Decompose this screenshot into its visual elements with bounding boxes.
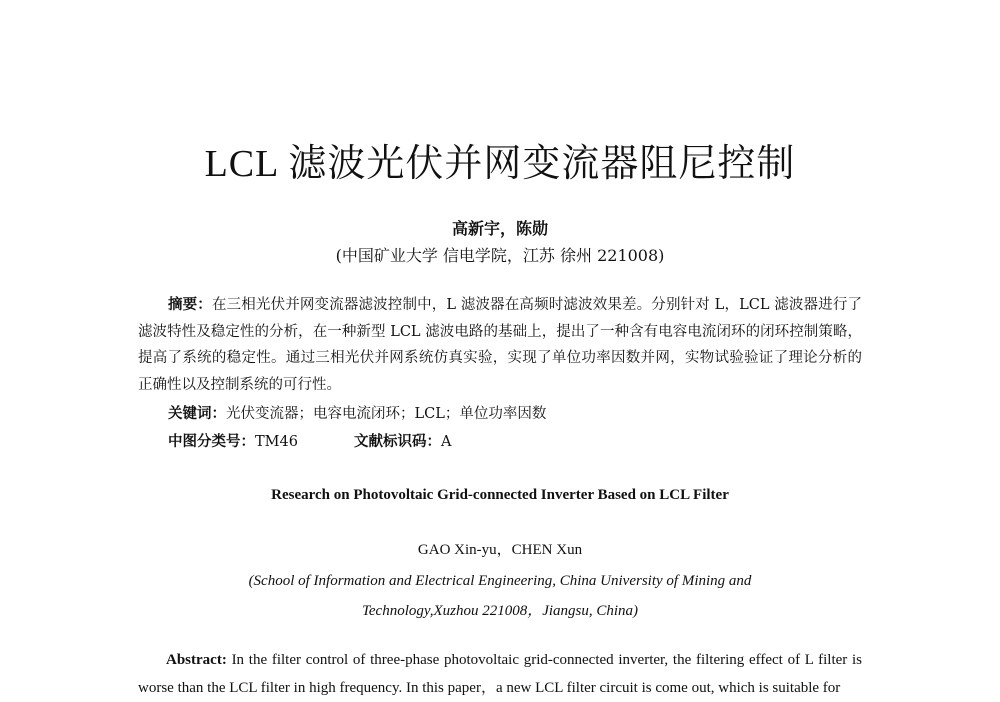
abstract-english-label: Abstract: — [166, 652, 227, 668]
authors-english: GAO Xin-yu，CHEN Xun — [417, 542, 583, 558]
affiliation-english — [0, 566, 1000, 626]
paper-title: LCL 滤波光伏并网变流器阻尼控制 — [204, 143, 796, 185]
classification-row — [168, 430, 868, 451]
affiliation-english-line-2: Technology,Xuzhou 221008，Jiangsu, China) — [361, 603, 639, 619]
authors-chinese: 高新宇，陈勋 — [451, 219, 548, 238]
document-code — [354, 430, 451, 451]
abstract-english — [138, 646, 862, 702]
clc-value: TM46 — [255, 434, 298, 450]
keywords — [168, 402, 868, 423]
abstract-chinese — [138, 292, 862, 398]
document-code-value: A — [441, 434, 452, 450]
abstract-english-text: In the filter control of three-phase photovoltaic grid-connected inverter, the filtering effect of L filter is worse than the LCL filter in high frequency. In this paper，a new LCL filter circuit is come out, which is suitable for — [138, 652, 863, 696]
affiliation-chinese: (中国矿业大学 信电学院，江苏 徐州 221008) — [335, 246, 665, 265]
document-code-label: 文献标识码： — [354, 434, 441, 450]
keywords-text: 光伏变流器；电容电流闭环；LCL；单位功率因数 — [226, 406, 547, 422]
paper-title-english: Research on Photovoltaic Grid-connected Inverter Based on LCL Filter — [271, 487, 729, 503]
clc-label: 中图分类号： — [168, 434, 255, 450]
abstract-chinese-text: 在三相光伏并网变流器滤波控制中，L 滤波器在高频时滤波效果差。分别针对 L，LCL 滤波器进行了滤波特性及稳定性的分析，在一种新型 LCL 滤波电路的基础上，提出了一种含有电容电流闭环的闭环控制策略，提高了系统的稳定性。通过三相光伏并网系统仿真实验，实现了单位功率因数并网，实物试验验证了理论分析的正确性以及控制系统的可行性。 — [138, 297, 863, 393]
affiliation-english-line-1: (School of Information and Electrical Engineering, China University of Mining and — [248, 573, 752, 589]
keywords-label: 关键词： — [168, 406, 226, 422]
abstract-chinese-label: 摘要： — [168, 297, 212, 313]
